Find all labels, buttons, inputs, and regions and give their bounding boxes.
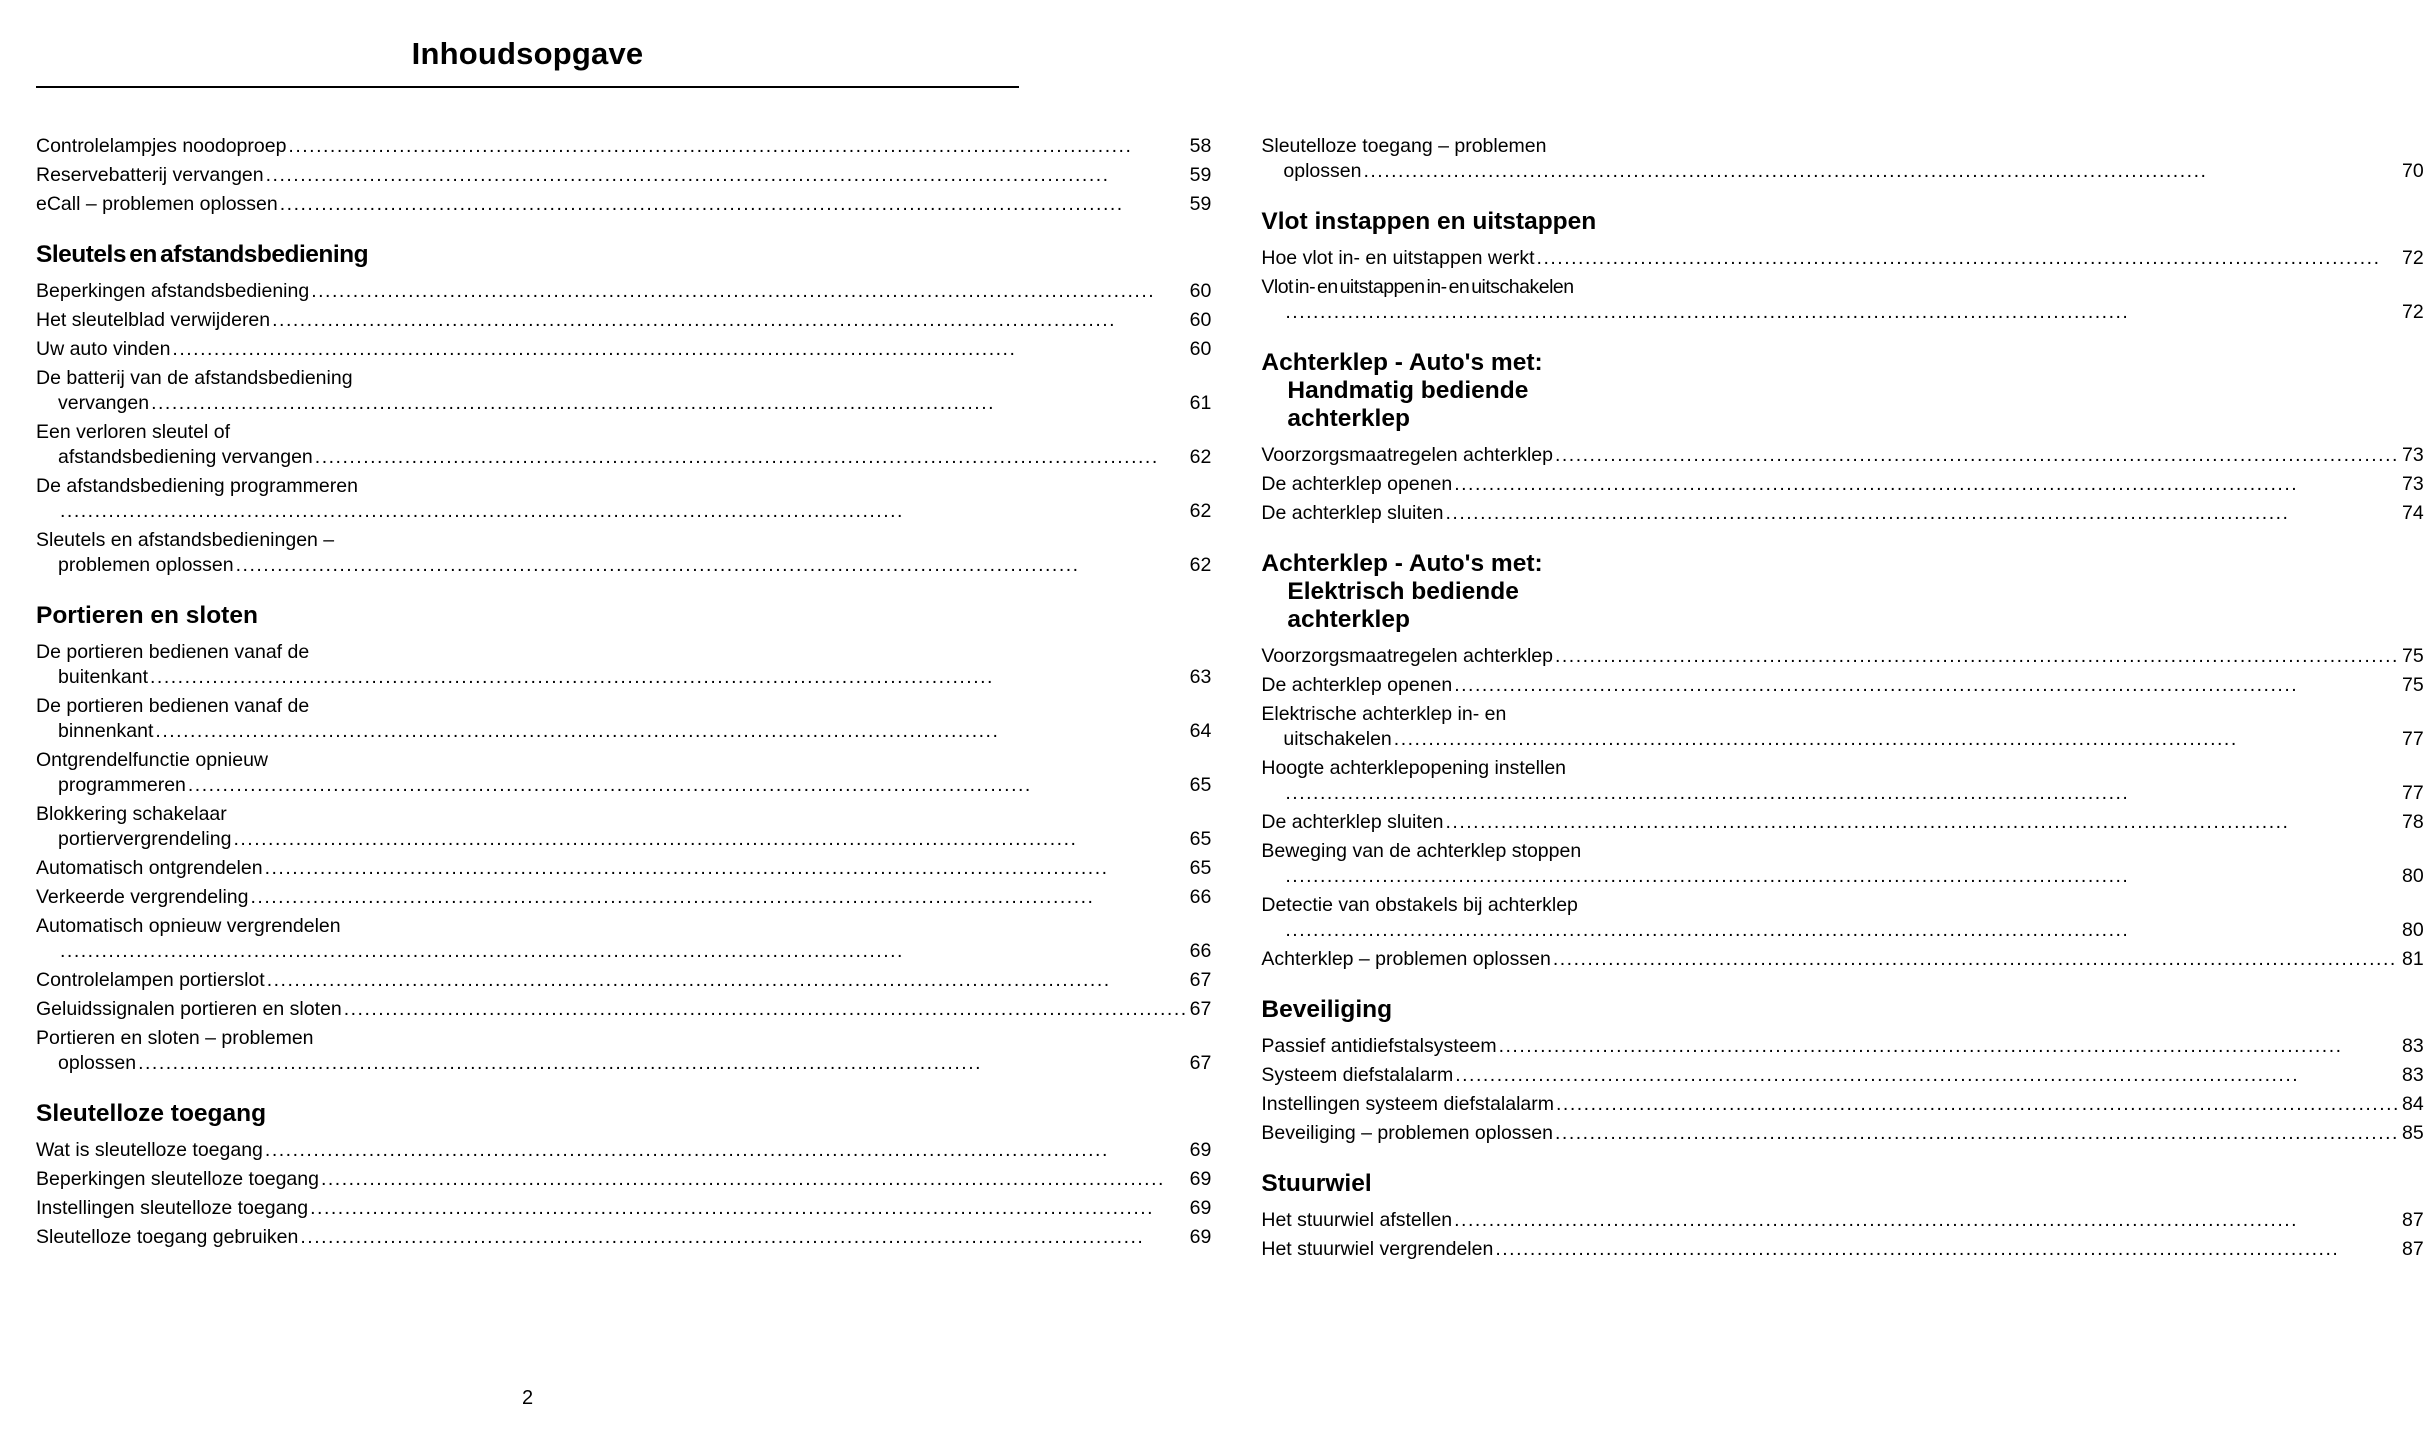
section-heading-line: Handmatig bediende: [1287, 377, 1529, 404]
toc-entry-line: [36, 192, 1211, 217]
toc-entry-line: [36, 773, 1211, 798]
entry-text: Elektrische achterklep in- en: [1261, 703, 1507, 725]
title-divider: [36, 86, 1019, 88]
entry-page-number: 62: [1189, 446, 1212, 468]
entry-text: programmeren: [58, 774, 186, 796]
entry-text: Achterklep – problemen oplossen: [1261, 948, 1551, 970]
toc-entry: [1261, 1208, 2423, 1233]
entry-page-number: 69: [1189, 1139, 1212, 1161]
dot-leader: [267, 968, 1188, 993]
entry-text: De achterklep sluiten: [1261, 502, 1444, 524]
toc-entry-line: [1261, 839, 2423, 864]
entry-page-number: 66: [1189, 940, 1212, 962]
dot-leader: [250, 885, 1187, 910]
entry-text: Het stuurwiel vergrendelen: [1261, 1238, 1494, 1260]
toc-entry: [36, 1138, 1211, 1163]
dot-leader: [315, 445, 1188, 470]
toc-entry-line: [1261, 1208, 2423, 1233]
entry-page-number: 63: [1189, 666, 1212, 688]
dot-leader: [1285, 300, 2400, 325]
dot-leader: [288, 134, 1187, 159]
entry-text: Detectie van obstakels bij achterklep: [1261, 894, 1578, 916]
toc-entry: [1261, 947, 2423, 972]
entry-page-number: 80: [2401, 919, 2424, 941]
dot-leader: [1495, 1237, 2400, 1262]
toc-entry-line: [36, 856, 1211, 881]
dot-leader: [1555, 644, 2400, 669]
toc-entry-line: [36, 827, 1211, 852]
dot-leader: [1555, 443, 2400, 468]
toc-entry-line: [36, 163, 1211, 188]
entry-text: Ontgrendelfunctie opnieuw: [36, 749, 268, 771]
toc-entry-line: [1261, 1237, 2423, 1262]
entry-text: Passief antidiefstalsysteem: [1261, 1035, 1497, 1057]
entry-text: Reservebatterij vervangen: [36, 164, 264, 186]
entry-text: De afstandsbediening programmeren: [36, 475, 358, 497]
entry-text: Uw auto vinden: [36, 338, 171, 360]
dot-leader: [233, 827, 1187, 852]
entry-text: Hoe vlot in- en uitstappen werkt: [1261, 247, 1535, 269]
dot-leader: [236, 553, 1188, 578]
dot-leader: [266, 163, 1188, 188]
toc-entry-line: [1261, 1092, 2423, 1117]
toc-entry-line: [1261, 246, 2423, 271]
entry-page-number: 69: [1189, 1197, 1212, 1219]
toc-entry: [36, 192, 1211, 217]
toc-entry-line: [36, 939, 1211, 964]
toc-entry: [1261, 673, 2423, 698]
section-heading-line: Sleutelloze toegang: [36, 1100, 267, 1127]
toc-entry: [1261, 1237, 2423, 1262]
toc-entry-line: [1261, 1063, 2423, 1088]
entry-text: Vlot in- en uitstappen in- en uitschakelen: [1261, 276, 1574, 298]
toc-entry: [36, 748, 1211, 798]
dot-leader: [1285, 918, 2400, 943]
section-heading: [36, 241, 1211, 269]
toc-entry: [36, 968, 1211, 993]
toc-entry: [36, 802, 1211, 852]
toc-entry-line: [36, 914, 1211, 939]
entry-page-number: 59: [1189, 164, 1212, 186]
toc-entry: [36, 1167, 1211, 1192]
entry-page-number: 67: [1189, 969, 1212, 991]
section-heading-line: Elektrisch bediende: [1287, 578, 1519, 605]
entry-text: Beperkingen sleutelloze toegang: [36, 1168, 319, 1190]
section-heading: [1261, 996, 2423, 1024]
toc-entry-line: [36, 1167, 1211, 1192]
section-heading-line: Sleutels en afstandsbediening: [36, 241, 369, 268]
toc-entry: [1261, 810, 2423, 835]
toc-entry-line: [36, 308, 1211, 333]
dot-leader: [60, 939, 1188, 964]
toc-entry-line: [1261, 727, 2423, 752]
entry-page-number: 75: [2401, 674, 2424, 696]
dot-leader: [60, 499, 1188, 524]
toc-entry: [36, 997, 1211, 1022]
dot-leader: [1445, 810, 2400, 835]
toc-entry-line: [36, 885, 1211, 910]
dot-leader: [1454, 472, 2400, 497]
entry-page-number: 74: [2401, 502, 2424, 524]
entry-text: eCall – problemen oplossen: [36, 193, 278, 215]
dot-leader: [1285, 864, 2400, 889]
toc-entry: [1261, 501, 2423, 526]
toc-entry-line: [1261, 134, 2423, 159]
dot-leader: [1394, 727, 2400, 752]
toc-entry-line: [1261, 1121, 2423, 1146]
toc-column-2: [1261, 134, 2423, 1266]
entry-text: Instellingen systeem diefstalalarm: [1261, 1093, 1555, 1115]
toc-entry-line: [36, 420, 1211, 445]
dot-leader: [310, 1196, 1188, 1221]
entry-page-number: 72: [2401, 301, 2424, 323]
entry-page-number: 69: [1189, 1226, 1212, 1248]
toc-entry-line: [36, 1225, 1211, 1250]
toc-entry-line: [36, 719, 1211, 744]
entry-text: Controlelampjes noodoproep: [36, 135, 287, 157]
toc-entry: [36, 134, 1211, 159]
dot-leader: [1455, 1063, 2400, 1088]
section-heading-line: Vlot instappen en uitstappen: [1261, 208, 1597, 235]
entry-text: Instellingen sleutelloze toegang: [36, 1197, 309, 1219]
entry-page-number: 77: [2401, 728, 2424, 750]
entry-text: De achterklep openen: [1261, 674, 1453, 696]
dot-leader: [1556, 1092, 2400, 1117]
entry-text: binnenkant: [58, 720, 154, 742]
entry-page-number: 65: [1189, 828, 1212, 850]
toc-entry: [36, 279, 1211, 304]
entry-text: buitenkant: [58, 666, 148, 688]
entry-text: Geluidssignalen portieren en sloten: [36, 998, 342, 1020]
toc-entry: [1261, 1034, 2423, 1059]
entry-page-number: 87: [2401, 1238, 2424, 1260]
page-number: 2: [521, 1387, 534, 1409]
dot-leader: [344, 997, 1188, 1022]
dot-leader: [1454, 1208, 2400, 1233]
entry-page-number: 61: [1189, 392, 1212, 414]
entry-text: portiervergrendeling: [58, 828, 232, 850]
toc-entry: [36, 1225, 1211, 1250]
dot-leader: [1555, 1121, 2400, 1146]
entry-text: De portieren bedienen vanaf de: [36, 695, 310, 717]
entry-page-number: 65: [1189, 774, 1212, 796]
toc-entry-line: [1261, 702, 2423, 727]
toc-entry-line: [36, 474, 1211, 499]
toc-entry-line: [36, 279, 1211, 304]
entry-text: Voorzorgsmaatregelen achterklep: [1261, 645, 1553, 667]
page-title: Inhoudsopgave: [411, 36, 644, 71]
dot-leader: [300, 1225, 1187, 1250]
entry-page-number: 72: [2401, 247, 2424, 269]
dot-leader: [172, 337, 1187, 362]
toc-entry-line: [36, 337, 1211, 362]
entry-text: Automatisch opnieuw vergrendelen: [36, 915, 341, 937]
entry-page-number: 78: [2401, 811, 2424, 833]
toc-entry-line: [1261, 300, 2423, 325]
dot-leader: [1454, 673, 2400, 698]
toc-entry-line: [1261, 918, 2423, 943]
toc-entry: [1261, 893, 2423, 943]
toc-entry: [36, 1196, 1211, 1221]
entry-page-number: 87: [2401, 1209, 2424, 1231]
dot-leader: [280, 192, 1188, 217]
toc-entry: [36, 308, 1211, 333]
entry-text: Controlelampen portierslot: [36, 969, 265, 991]
section-heading-line: Beveiliging: [1261, 996, 1393, 1023]
toc-entry-line: [1261, 673, 2423, 698]
dot-leader: [1499, 1034, 2400, 1059]
toc-entry-line: [1261, 501, 2423, 526]
toc-entry: [36, 914, 1211, 964]
dot-leader: [1285, 781, 2400, 806]
toc-entry: [36, 420, 1211, 470]
dot-leader: [1537, 246, 2400, 271]
entry-text: Systeem diefstalalarm: [1261, 1064, 1454, 1086]
toc-entry: [36, 337, 1211, 362]
entry-page-number: 64: [1189, 720, 1212, 742]
entry-page-number: 80: [2401, 865, 2424, 887]
entry-text: Automatisch ontgrendelen: [36, 857, 263, 879]
toc-entry: [1261, 1121, 2423, 1146]
toc-entry-line: [1261, 947, 2423, 972]
toc-entry: [36, 366, 1211, 416]
toc-entry: [36, 640, 1211, 690]
toc-entry: [1261, 246, 2423, 271]
toc-entry: [1261, 1092, 2423, 1117]
toc-entry: [36, 694, 1211, 744]
entry-page-number: 65: [1189, 857, 1212, 879]
toc-entry-line: [1261, 1034, 2423, 1059]
toc-entry-line: [1261, 644, 2423, 669]
entry-text: Beperkingen afstandsbediening: [36, 280, 310, 302]
section-heading-line: Achterklep - Auto's met:: [1261, 550, 1543, 577]
toc-entry: [36, 1026, 1211, 1076]
toc-entry-line: [36, 1026, 1211, 1051]
entry-text: Portieren en sloten – problemen: [36, 1027, 314, 1049]
dot-leader: [311, 279, 1187, 304]
dot-leader: [188, 773, 1188, 798]
toc-entry: [1261, 756, 2423, 806]
toc-entry: [1261, 702, 2423, 752]
entry-text: vervangen: [58, 392, 150, 414]
entry-text: De batterij van de afstandsbediening: [36, 367, 353, 389]
section-heading-line: Stuurwiel: [1261, 1170, 1372, 1197]
toc-entry: [36, 856, 1211, 881]
entry-page-number: 60: [1189, 309, 1212, 331]
toc-entry-line: [36, 553, 1211, 578]
entry-text: problemen oplossen: [58, 554, 234, 576]
entry-text: Het sleutelblad verwijderen: [36, 309, 271, 331]
toc-entry-line: [36, 640, 1211, 665]
entry-page-number: 85: [2401, 1122, 2424, 1144]
toc-entry: [1261, 644, 2423, 669]
entry-text: Wat is sleutelloze toegang: [36, 1139, 263, 1161]
entry-page-number: 58: [1189, 135, 1212, 157]
entry-text: uitschakelen: [1283, 728, 1392, 750]
entry-page-number: 67: [1189, 998, 1212, 1020]
entry-page-number: 81: [2401, 948, 2424, 970]
entry-text: Beweging van de achterklep stoppen: [1261, 840, 1582, 862]
dot-leader: [151, 391, 1188, 416]
section-heading: [1261, 349, 2423, 433]
dot-leader: [1553, 947, 2400, 972]
entry-page-number: 69: [1189, 1168, 1212, 1190]
dot-leader: [155, 719, 1187, 744]
toc-entry-line: [1261, 864, 2423, 889]
entry-page-number: 62: [1189, 500, 1212, 522]
entry-page-number: 83: [2401, 1064, 2424, 1086]
dot-leader: [1363, 159, 2400, 184]
entry-page-number: 62: [1189, 554, 1212, 576]
entry-page-number: 75: [2401, 645, 2424, 667]
entry-text: Sleutelloze toegang – problemen: [1261, 135, 1547, 157]
section-heading: [36, 602, 1211, 630]
entry-page-number: 60: [1189, 338, 1212, 360]
toc-entry: [1261, 472, 2423, 497]
toc-entry-line: [36, 366, 1211, 391]
toc-entry-line: [36, 997, 1211, 1022]
entry-text: De achterklep sluiten: [1261, 811, 1444, 833]
toc-entry-line: [1261, 159, 2423, 184]
section-heading: [1261, 208, 2423, 236]
toc-entry-line: [1261, 810, 2423, 835]
toc-entry-line: [36, 391, 1211, 416]
entry-page-number: 60: [1189, 280, 1212, 302]
toc-entry: [36, 474, 1211, 524]
toc-entry-line: [36, 1051, 1211, 1076]
toc-columns: [36, 134, 2424, 1266]
dot-leader: [265, 856, 1188, 881]
toc-entry: [1261, 1063, 2423, 1088]
entry-text: Het stuurwiel afstellen: [1261, 1209, 1453, 1231]
toc-entry-line: [1261, 443, 2423, 468]
entry-page-number: 66: [1189, 886, 1212, 908]
entry-page-number: 70: [2401, 160, 2424, 182]
entry-page-number: 83: [2401, 1035, 2424, 1057]
toc-entry-line: [36, 134, 1211, 159]
section-heading-line: Portieren en sloten: [36, 602, 258, 629]
entry-text: Beveiliging – problemen oplossen: [1261, 1122, 1553, 1144]
entry-text: De achterklep openen: [1261, 473, 1453, 495]
toc-entry-line: [1261, 275, 2423, 300]
entry-text: Hoogte achterklepopening instellen: [1261, 757, 1567, 779]
section-heading: [1261, 1170, 2423, 1198]
entry-page-number: 77: [2401, 782, 2424, 804]
entry-text: oplossen: [58, 1052, 137, 1074]
entry-text: Voorzorgsmaatregelen achterklep: [1261, 444, 1553, 466]
toc-column-1: [36, 134, 1211, 1266]
toc-entry: [36, 528, 1211, 578]
entry-page-number: 73: [2401, 473, 2424, 495]
entry-page-number: 59: [1189, 193, 1212, 215]
entry-text: Verkeerde vergrendeling: [36, 886, 249, 908]
entry-text: oplossen: [1283, 160, 1362, 182]
dot-leader: [265, 1138, 1188, 1163]
toc-entry: [1261, 275, 2423, 325]
toc-entry-line: [36, 1196, 1211, 1221]
section-heading-line: achterklep: [1287, 606, 1410, 633]
toc-entry: [1261, 443, 2423, 468]
toc-entry: [1261, 839, 2423, 889]
entry-text: Sleutels en afstandsbedieningen –: [36, 529, 335, 551]
toc-entry: [36, 885, 1211, 910]
toc-entry-line: [36, 694, 1211, 719]
dot-leader: [321, 1167, 1188, 1192]
toc-entry-line: [36, 445, 1211, 470]
dot-leader: [272, 308, 1188, 333]
toc-entry-line: [36, 748, 1211, 773]
entry-text: De portieren bedienen vanaf de: [36, 641, 310, 663]
dot-leader: [138, 1051, 1188, 1076]
section-heading-line: achterklep: [1287, 405, 1410, 432]
toc-entry: [36, 163, 1211, 188]
section-heading-line: Achterklep - Auto's met:: [1261, 349, 1543, 376]
dot-leader: [150, 665, 1188, 690]
toc-entry-line: [36, 802, 1211, 827]
toc-entry: [1261, 134, 2423, 184]
dot-leader: [1445, 501, 2400, 526]
toc-entry-line: [1261, 893, 2423, 918]
toc-entry-line: [1261, 472, 2423, 497]
entry-text: afstandsbediening vervangen: [58, 446, 313, 468]
entry-text: Blokkering schakelaar: [36, 803, 227, 825]
section-heading: [1261, 550, 2423, 634]
toc-entry-line: [36, 1138, 1211, 1163]
toc-entry-line: [1261, 756, 2423, 781]
section-heading: [36, 1100, 1211, 1128]
toc-entry-line: [36, 665, 1211, 690]
toc-entry-line: [36, 528, 1211, 553]
entry-text: Een verloren sleutel of: [36, 421, 231, 443]
toc-entry-line: [36, 499, 1211, 524]
entry-text: Sleutelloze toegang gebruiken: [36, 1226, 299, 1248]
entry-page-number: 84: [2401, 1093, 2424, 1115]
toc-entry-line: [1261, 781, 2423, 806]
entry-page-number: 73: [2401, 444, 2424, 466]
entry-page-number: 67: [1189, 1052, 1212, 1074]
toc-entry-line: [36, 968, 1211, 993]
